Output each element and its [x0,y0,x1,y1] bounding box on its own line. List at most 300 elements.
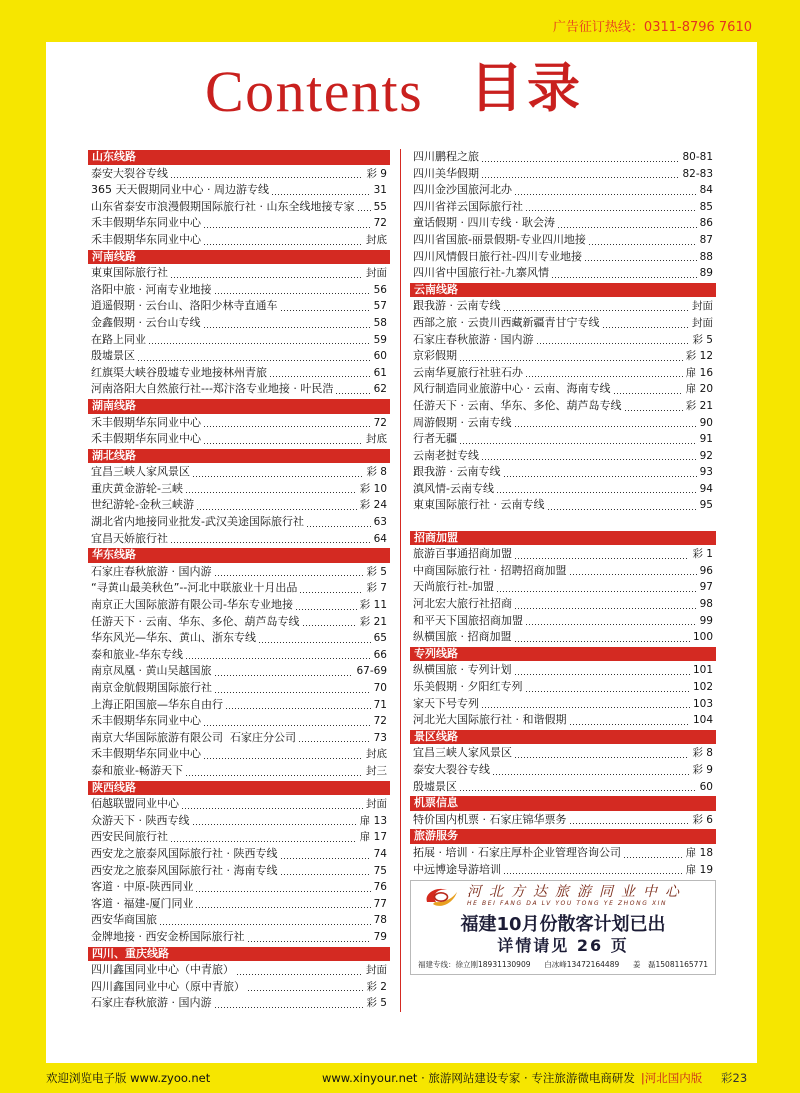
entry-title: 滇风情-云南专线 [413,481,494,495]
dot-leader [215,692,371,693]
dot-leader [215,1007,364,1008]
toc-entry [410,712,716,729]
entry-page-number: 101 [692,664,713,677]
dot-leader [196,891,370,892]
dot-leader [570,823,690,824]
entry-page-number: 91 [699,433,713,446]
toc-entry [88,199,390,216]
entry-page-number: 87 [699,233,713,246]
dot-leader [299,741,371,742]
ad-contact-line [418,960,708,970]
toc-right-column [410,149,716,878]
dot-leader [171,542,371,543]
entry-title: 西安龙之旅泰风国际旅行社 · 海南专线 [91,863,278,877]
entry-title: 佰越联盟同业中心 [91,797,179,811]
entry-title: 云南华夏旅行社驻石办 [413,365,523,379]
entry-page-number: 58 [373,316,387,329]
entry-title: 365 天天假期同业中心 · 周边游专线 [91,183,269,197]
toc-entry [88,365,390,382]
dot-leader [460,790,697,791]
dot-leader [625,410,683,411]
entry-title: 乐美假期 · 夕阳红专列 [413,680,523,693]
entry-title: 西部之旅 · 云贵川西藏新疆青甘宁专线 [413,315,600,329]
toc-entry [88,697,390,714]
toc-entry [410,563,716,580]
dot-leader [281,874,371,875]
dot-leader [259,642,371,643]
toc-entry [88,580,390,597]
dot-leader [558,227,697,228]
entry-title: 拓展 · 培训 · 石家庄厚朴企业管理咨询公司 [413,845,621,859]
toc-entry [410,862,716,879]
entry-page-number: 76 [373,881,387,894]
entry-page-number: 97 [699,581,713,594]
dot-leader [307,526,371,527]
entry-title: 殷墟景区 [91,349,135,363]
dot-leader [526,624,697,625]
entry-title: 周游假期 · 云南专线 [413,415,512,429]
entry-page-number: 92 [699,449,713,462]
toc-entry [410,298,716,315]
entry-title: 禾丰假期华东同业中心 [91,747,201,761]
toc-section [410,531,716,646]
entry-title: 众游天下 · 陕西专线 [91,813,190,827]
entry-title: 泰安大裂谷专线 [91,166,168,180]
entry-title: 任游天下 · 云南、华东、多伦、葫芦岛专线 [91,614,300,628]
entry-title: 河北光大国际旅行社 · 和谐假期 [413,713,567,727]
ad-contacts-label: 福建专线： [418,960,456,969]
toc-entry [88,215,390,232]
toc-entry [410,182,716,199]
toc-entry [88,663,390,680]
toc-entry [410,315,716,332]
dot-leader [552,277,697,278]
ad-headline: 福建10月份散客计划已出 [460,914,666,935]
entry-title: 南京凤凰 · 黄山吴越国旅 [91,664,212,678]
entry-page-number: 86 [699,217,713,230]
toc-entry [88,481,390,498]
entry-page-number: 73 [373,731,387,744]
entry-title: 四川省中国旅行社-九寨风情 [413,266,549,280]
entry-page-number: 65 [373,632,387,645]
ad-contact: 徐立刚18931130909 [455,960,531,969]
entry-title: 行者无疆 [413,432,457,446]
toc-section [410,829,716,878]
entry-page-number: 彩 7 [366,582,387,595]
dot-leader [215,575,364,576]
toc-entry [88,680,390,697]
entry-page-number: 84 [699,184,713,197]
section-heading: 陕西线路 [88,781,390,796]
dot-leader [160,924,371,925]
toc-entry [88,896,390,913]
toc-entry [88,282,390,299]
entry-page-number: 70 [373,682,387,694]
dot-leader [482,707,690,708]
dot-leader [358,210,371,211]
entry-title: 石家庄春秋旅游 · 国内游 [91,996,212,1010]
toc-entry [88,829,390,846]
entry-title: 河北宏大旅行社招商 [413,597,512,611]
entry-page-number: 96 [699,564,713,577]
toc-entry [88,232,390,249]
dot-leader [515,558,689,559]
entry-title: 四川鑫国同业中心（原中青旅） [91,979,245,993]
toc-section [410,796,716,828]
toc-entry [88,332,390,349]
entry-title: 金牌地接 · 西安金桥国际旅行社 [91,929,245,943]
entry-page-number: 77 [373,897,387,910]
entry-title: 宜昌三峡人家风景区 [413,746,512,760]
entry-page-number: 66 [373,648,387,661]
toc-entry [88,879,390,896]
toc-entry [88,415,390,432]
toc-section [88,947,390,1012]
toc-entry [410,596,716,613]
toc-entry [88,166,390,183]
entry-title: 逍遥假期 · 云台山、洛阳少林寺直通车 [91,299,278,313]
toc-entry [410,415,716,432]
entry-page-number: 90 [699,416,713,429]
entry-page-number: 61 [373,366,387,379]
dot-leader [204,227,371,228]
toc-entry [88,614,390,631]
column-divider [400,149,401,1012]
dot-leader [515,426,697,427]
dot-leader [204,244,363,245]
toc-section [88,548,390,779]
entry-page-number: 封面 [366,798,387,811]
entry-title: 客道 · 中原-陕西同业 [91,880,194,894]
toc-section [410,283,716,514]
toc-entry [410,845,716,862]
entry-title: 纵横国旅 · 专列计划 [413,663,512,677]
entry-page-number: 彩 9 [692,763,713,776]
dot-leader [515,674,690,675]
entry-page-number: 扉 19 [685,863,713,876]
entry-page-number: 88 [699,250,713,263]
entry-title: 重庆黄金游轮-三峡 [91,481,183,495]
dot-leader [215,293,371,294]
toc-entry [88,929,390,946]
entry-title: 四川省祥云国际旅行社 [413,199,523,213]
toc-entry [410,662,716,679]
toc-entry [410,679,716,696]
toc-entry [410,481,716,498]
section-heading: 华东线路 [88,548,390,563]
entry-title: 石家庄春秋旅游 · 国内游 [413,332,534,346]
entry-page-number: 64 [373,532,387,545]
section-heading: 河南线路 [88,250,390,265]
dot-leader [171,177,363,178]
contents-panel [46,42,757,1063]
entry-title: 禾丰假期华东同业中心 [91,714,201,728]
entry-page-number: 彩 8 [366,466,387,479]
dot-leader [171,277,363,278]
entry-title: 東東国际旅行社 · 云南专线 [413,498,545,512]
dot-leader [482,177,679,178]
dot-leader [336,393,370,394]
entry-page-number: 彩 21 [685,399,713,412]
entry-title: 禾丰假期华东同业中心 [91,415,201,429]
entry-title: 湖北省内地接同业批发-武汉美途国际旅行社 [91,515,304,529]
entry-page-number: 彩 24 [359,499,387,512]
footer-edition: |河北国内版 [640,1071,703,1085]
dot-leader [614,393,683,394]
entry-title: 四川鑫国同业中心（中青旅） [91,963,234,977]
dot-leader [182,808,363,809]
toc-entry [410,332,716,349]
toc-entry [88,348,390,365]
toc-entry [88,497,390,514]
entry-page-number: 104 [692,714,713,727]
entry-title: 旅游百事通招商加盟 [413,547,512,561]
toc-entry [410,365,716,382]
entry-page-number: 封底 [366,233,387,246]
dot-leader [248,990,363,991]
entry-title: 中远博途导游培训 [413,862,501,876]
toc-entry [410,464,716,481]
entry-title: 西安龙之旅泰风国际旅行社 · 陕西专线 [91,846,278,860]
dot-leader [171,841,357,842]
entry-title: 客道 · 福建-厦门同业 [91,896,194,910]
dot-leader [504,310,690,311]
dot-leader [460,360,683,361]
toc-entry [88,531,390,548]
toc-entry [88,796,390,813]
entry-page-number: 封底 [366,748,387,761]
dot-leader [515,757,689,758]
toc-entry [88,564,390,581]
toc-entry [410,249,716,266]
dot-leader [493,774,689,775]
dot-leader [303,625,357,626]
entry-page-number: 扉 20 [685,383,713,396]
entry-title: 山东省泰安市浪漫假期国际旅行社 · 山东全线地接专家 [91,199,355,213]
entry-title: 四川省国旅-丽景假期-专业四川地接 [413,232,586,246]
toc-entry [88,464,390,481]
entry-page-number: 彩 5 [366,997,387,1010]
page-number: 彩23 [721,1071,748,1085]
section-heading: 湖南线路 [88,399,390,414]
entry-page-number: 75 [373,864,387,877]
entry-title: 泰和旅业-畅游天下 [91,763,183,777]
toc-entry [410,215,716,232]
entry-page-number: 扉 18 [685,846,713,859]
toc-entry [88,995,390,1012]
entry-title: “寻黄山最美秋色”--河北中联旅业十月出品 [91,581,298,595]
toc-section [410,730,716,795]
entry-title: 石家庄春秋旅游 · 国内游 [91,564,212,578]
section-heading: 湖北线路 [88,449,390,464]
entry-page-number: 封面 [692,300,713,313]
toc-entry [88,863,390,880]
footer-slogan: www.xinyour.net · 旅游网站建设专家 · 专注旅游微电商研发 [322,1071,635,1085]
entry-title: 红旗渠大峡谷殷墟专业地接林州青旅 [91,365,267,379]
entry-page-number: 封三 [366,764,387,777]
entry-title: 中商国际旅行社 · 招聘招商加盟 [413,563,567,577]
toc-section [88,150,390,249]
dot-leader [186,492,357,493]
entry-page-number: 99 [699,614,713,627]
entry-title: 纵横国旅 · 招商加盟 [413,630,512,644]
entry-page-number: 74 [373,847,387,860]
entry-page-number: 71 [373,698,387,711]
dot-leader [196,907,370,908]
toc-entry [410,762,716,779]
dot-leader [526,691,690,692]
entry-page-number: 82-83 [682,167,713,180]
section-heading: 山东线路 [88,150,390,165]
entry-title: 四川金沙国旅河北办 [413,183,512,197]
dot-leader [515,194,697,195]
entry-page-number: 扉 17 [359,831,387,844]
dot-leader [585,260,697,261]
toc-entry [88,763,390,780]
toc-entry [88,298,390,315]
entry-title: 禾丰假期华东同业中心 [91,232,201,246]
section-heading: 招商加盟 [410,531,716,546]
dot-leader [515,641,690,642]
entry-title: 在路上同业 [91,332,146,346]
toc-entry [410,497,716,514]
title-english: Contents [205,59,424,124]
toc-entry [88,630,390,647]
entry-page-number: 55 [373,200,387,213]
dot-leader [197,509,357,510]
footer-left-text: 欢迎浏览电子版 www.zyoo.net [46,1071,211,1085]
dot-leader [215,675,354,676]
toc-section [88,250,390,398]
section-heading: 机票信息 [410,796,716,811]
dot-leader [272,194,371,195]
section-heading: 专列线路 [410,647,716,662]
entry-title: 西安民间旅行社 [91,830,168,844]
entry-title: 殷墟景区 [413,779,457,793]
toc-entry [88,647,390,664]
entry-page-number: 67-69 [356,665,387,678]
entry-page-number: 56 [373,283,387,296]
toc-entry [410,348,716,365]
dot-leader [300,592,363,593]
dot-leader [204,327,371,328]
dot-leader [204,725,371,726]
dot-leader [497,492,697,493]
entry-page-number: 扉 13 [359,814,387,827]
dot-leader [570,724,690,725]
toc-entry [410,448,716,465]
entry-page-number: 79 [373,930,387,943]
dot-leader [204,758,363,759]
dot-leader [226,708,371,709]
dot-leader [237,974,363,975]
entry-page-number: 封底 [366,433,387,446]
section-heading: 景区线路 [410,730,716,745]
entry-page-number: 85 [699,200,713,213]
toc-entry [410,166,716,183]
toc-section [88,399,390,448]
entry-page-number: 封面 [366,964,387,977]
dot-leader [248,941,371,942]
entry-title: 金鑫假期 · 云台山专线 [91,315,201,329]
toc-entry [410,812,716,829]
entry-title: 和平天下国旅招商加盟 [413,613,523,627]
entry-title: 家天下号专列 [413,696,479,710]
section-heading: 云南线路 [410,283,716,298]
toc-entry [88,265,390,282]
entry-page-number: 彩 9 [366,167,387,180]
toc-section [410,647,716,729]
entry-page-number: 95 [699,499,713,512]
entry-title: 天尚旅行社-加盟 [413,580,494,594]
entry-page-number: 89 [699,267,713,280]
entry-page-number: 封面 [692,316,713,329]
toc-entry [88,514,390,531]
toc-entry [410,265,716,282]
toc-entry [88,713,390,730]
entry-title: 泰和旅业-华东专线 [91,647,183,661]
dot-leader [193,824,357,825]
toc-entry [88,962,390,979]
entry-page-number: 63 [373,516,387,529]
entry-title: 禾丰假期华东同业中心 [91,432,201,446]
entry-page-number: 彩 6 [692,813,713,826]
entry-page-number: 彩 5 [366,565,387,578]
entry-title: 河南洛阳大自然旅行社---郑汴洛专业地接 · 叶民浩 [91,382,334,396]
dot-leader [186,775,363,776]
dot-leader [482,459,697,460]
dot-leader [570,574,697,575]
toc-entry [410,232,716,249]
entry-title: 风行制造同业旅游中心 · 云南、海南专线 [413,382,611,396]
section-heading: 四川、重庆线路 [88,947,390,962]
entry-title: 宜昌天娇旅行社 [91,531,168,545]
footer-right-text [322,1070,702,1086]
dot-leader [515,608,697,609]
entry-page-number: 94 [699,482,713,495]
ad-contact: 白冰峰13472164489 [544,960,620,969]
toc-entry [410,431,716,448]
entry-page-number: 彩 1 [692,548,713,561]
toc-entry [410,381,716,398]
entry-title: 四川风情假日旅行社-四川专业地接 [413,249,582,263]
entry-title: 四川鹏程之旅 [413,150,479,163]
dot-leader [526,210,697,211]
entry-page-number: 封面 [366,267,387,280]
ad-detail: 详情请见 26 页 [497,936,629,955]
toc-entry [410,398,716,415]
entry-title: 特价国内机票 · 石家庄锦华票务 [413,812,567,826]
dot-leader [526,376,683,377]
dot-leader [504,873,683,874]
entry-page-number: 60 [373,350,387,363]
dot-leader [204,443,363,444]
entry-title: 跟我游 · 云南专线 [413,465,501,479]
dot-leader [281,858,371,859]
entry-page-number: 62 [373,383,387,396]
toc-entry [88,846,390,863]
toc-entry [88,979,390,996]
entry-page-number: 扉 16 [685,366,713,379]
entry-page-number: 彩 21 [359,615,387,628]
toc-entry [410,696,716,713]
entry-title: 泰安大裂谷专线 [413,762,490,776]
ad-company-name: 河北方达旅游同业中心 [467,884,687,900]
entry-page-number: 彩 11 [359,599,387,612]
entry-page-number: 103 [692,697,713,710]
ad-company-pinyin: HE BEI FANG DA LV YOU TONG YE ZHONG XIN [467,900,668,907]
toc-entry [410,579,716,596]
